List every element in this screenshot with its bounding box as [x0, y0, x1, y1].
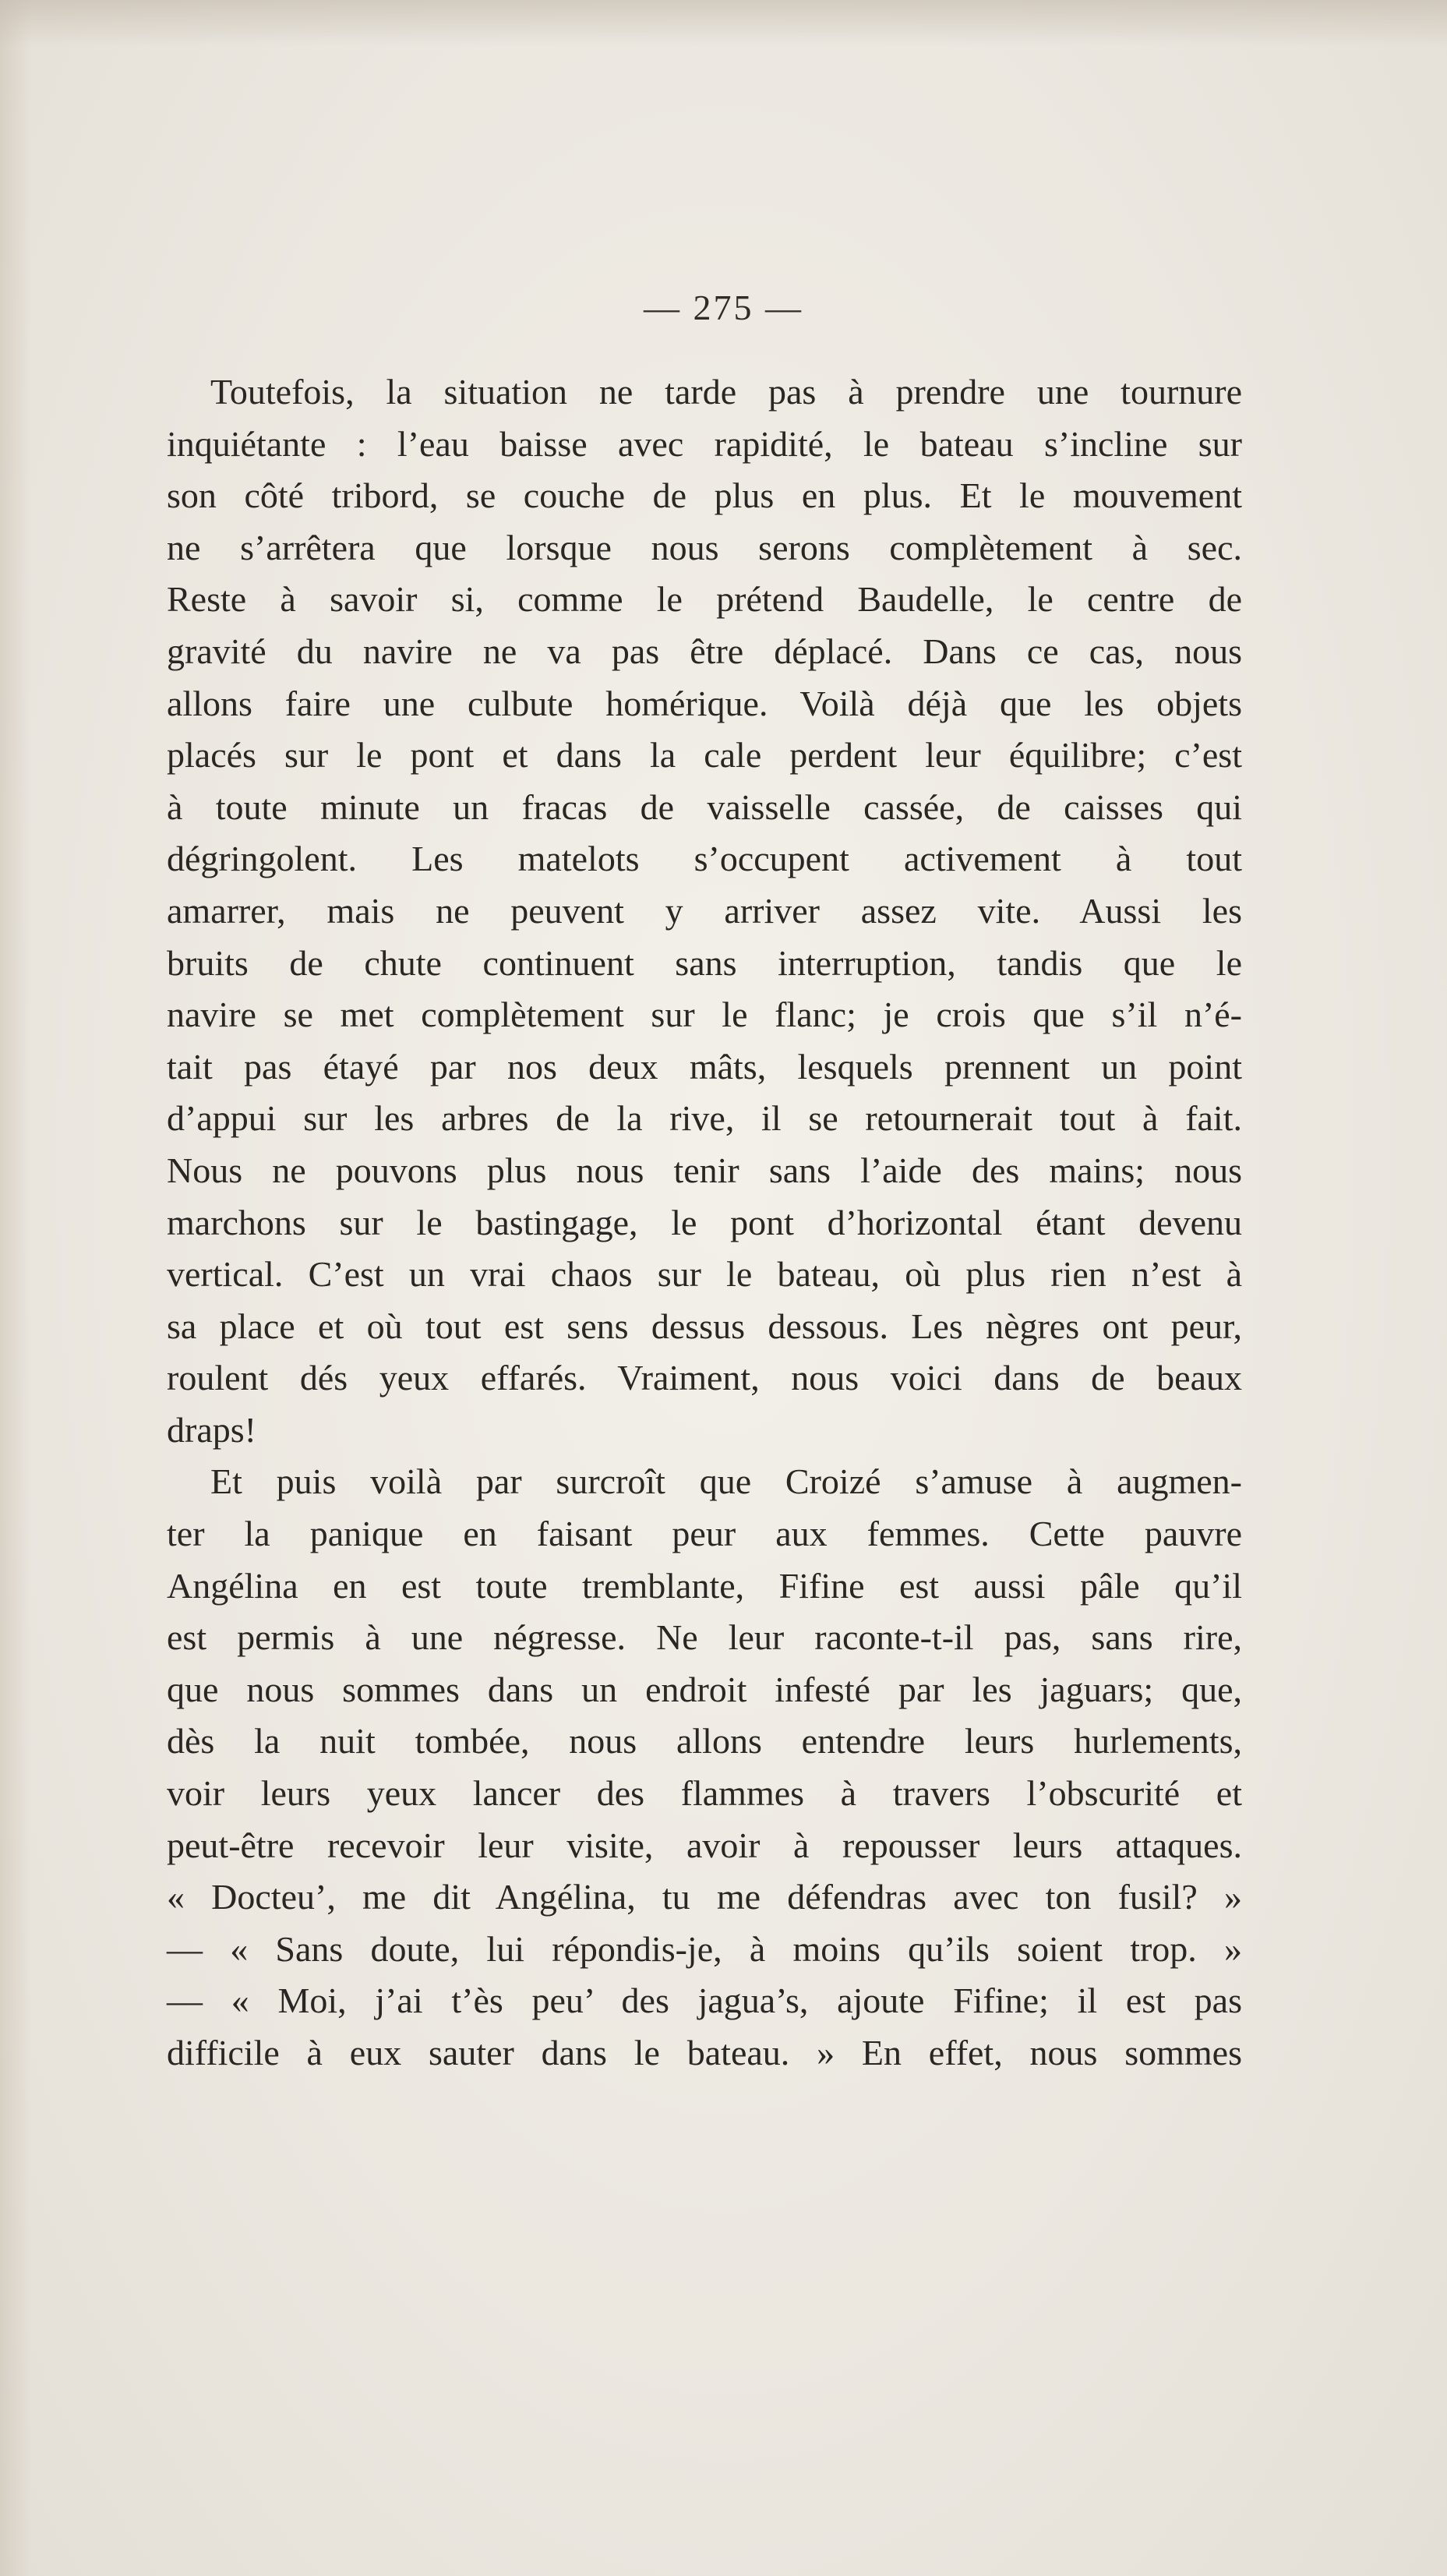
- text-line: navire se met complètement sur le flanc; je crois que s’il n’é-: [167, 995, 1242, 1035]
- text-line: « Docteu’, me dit Angélina, tu me défendras avec ton fusil? »: [167, 1877, 1242, 1917]
- text-line: peut-être recevoir leur visite, avoir à repousser leurs attaques.: [167, 1825, 1242, 1865]
- page-top-shadow: [0, 0, 1447, 47]
- text-line: Angélina en est toute tremblante, Fifine est aussi pâle qu’il: [167, 1565, 1242, 1606]
- page-left-shadow: [0, 0, 31, 2576]
- text-line: sa place et où tout est sens dessus dessous. Les nègres ont peur,: [167, 1306, 1242, 1346]
- text-line: placés sur le pont et dans la cale perdent leur équilibre; c’est: [167, 735, 1242, 776]
- text-line: d’appui sur les arbres de la rive, il se retournerait tout à fait.: [167, 1098, 1242, 1139]
- text-line: Toutefois, la situation ne tarde pas à prendre une tournure: [210, 372, 1242, 412]
- text-line: ne s’arrêtera que lorsque nous serons complètement à sec.: [167, 527, 1242, 567]
- text-line: que nous sommes dans un endroit infesté par les jaguars; que,: [167, 1669, 1242, 1709]
- text-line: — « Sans doute, lui répondis-je, à moins qu’ils soient trop. »: [167, 1928, 1242, 1969]
- text-line: inquiétante : l’eau baisse avec rapidité, le bateau s’incline sur: [167, 423, 1242, 464]
- text-line: allons faire une culbute homérique. Voilà déjà que les objets: [167, 683, 1242, 723]
- text-line: bruits de chute continuent sans interruption, tandis que le: [167, 942, 1242, 983]
- text-line: roulent dés yeux effarés. Vraiment, nous voici dans de beaux: [167, 1358, 1242, 1398]
- text-line: son côté tribord, se couche de plus en plus. Et le mouvement: [167, 475, 1242, 516]
- text-line: Et puis voilà par surcroît que Croizé s’amuse à augmen-: [210, 1461, 1242, 1502]
- text-line: à toute minute un fracas de vaisselle cassée, de caisses qui: [167, 786, 1242, 827]
- text-line: ter la panique en faisant peur aux femmes. Cette pauvre: [167, 1514, 1242, 1554]
- text-line: est permis à une négresse. Ne leur raconte-t-il pas, sans rire,: [167, 1617, 1242, 1658]
- text-line: — « Moi, j’ai t’ès peu’ des jagua’s, ajoute Fifine; il est pas: [167, 1981, 1242, 2021]
- page-number: — 275 —: [644, 288, 803, 327]
- text-line: amarrer, mais ne peuvent y arriver assez vite. Aussi les: [167, 890, 1242, 931]
- text-line: voir leurs yeux lancer des flammes à travers l’obscurité et: [167, 1773, 1242, 1814]
- text-line: vertical. C’est un vrai chaos sur le bateau, où plus rien n’est à: [167, 1254, 1242, 1295]
- text-line: Nous ne pouvons plus nous tenir sans l’aide des mains; nous: [167, 1150, 1242, 1190]
- text-line: draps!: [167, 1409, 256, 1450]
- text-line: dès la nuit tombée, nous allons entendre leurs hurlements,: [167, 1721, 1242, 1762]
- paragraph: [167, 1456, 1242, 2079]
- text-line: difficile à eux sauter dans le bateau. » En effet, nous sommes: [167, 2033, 1242, 2072]
- text-line: Reste à savoir si, comme le prétend Baudelle, le centre de: [167, 579, 1242, 620]
- text-line: gravité du navire ne va pas être déplacé. Dans ce cas, nous: [167, 631, 1242, 671]
- body-text: [167, 366, 1242, 2080]
- text-line: dégringolent. Les matelots s’occupent activement à tout: [167, 839, 1242, 879]
- paragraph: [167, 366, 1242, 1456]
- text-line: tait pas étayé par nos deux mâts, lesquels prennent un point: [167, 1046, 1242, 1087]
- text-line: marchons sur le bastingage, le pont d’horizontal étant devenu: [167, 1202, 1242, 1242]
